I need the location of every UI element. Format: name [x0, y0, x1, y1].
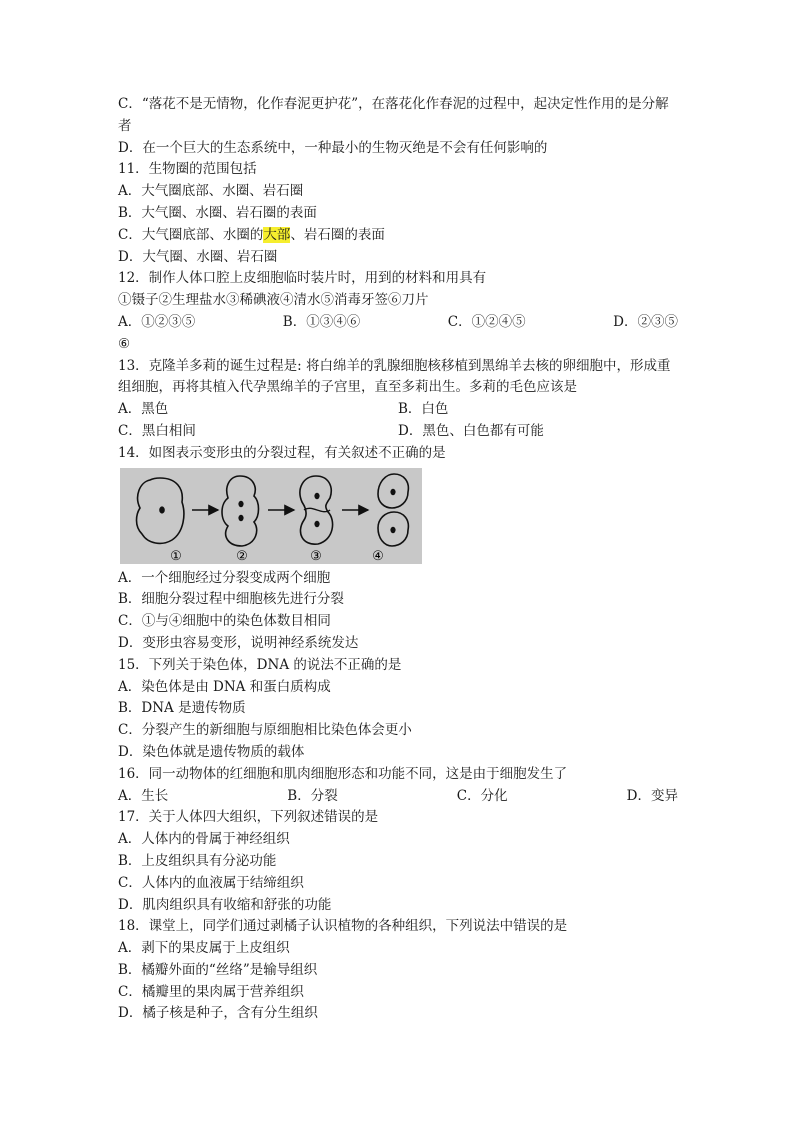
- nucleus: [314, 520, 319, 526]
- q12-option-b: B．①③④⑥: [282, 313, 361, 330]
- q12-stem: 12．制作人体口腔上皮细胞临时装片时，用到的材料和用具有: [118, 270, 487, 287]
- q13-options-row1: [118, 399, 678, 421]
- q12-option-d: D．②③⑤: [613, 313, 678, 330]
- q12-option-d-continued: ⑥: [118, 335, 131, 352]
- q18-option-a: A．剥下的果皮属于上皮组织: [118, 940, 290, 957]
- q16-stem: 16．同一动物体的红细胞和肌肉细胞形态和功能不同，这是由于细胞发生了: [118, 765, 568, 782]
- q11-option-d: D．大气圈、水圈、岩石圈: [118, 248, 278, 265]
- nucleus: [390, 526, 395, 532]
- stage-label-2: ②: [236, 548, 248, 564]
- q17-option-a: A．人体内的骨属于神经组织: [118, 831, 290, 848]
- q18-option-d: D．橘子核是种子，含有分生组织: [118, 1005, 318, 1022]
- nucleus: [159, 506, 165, 513]
- nucleus: [238, 514, 243, 520]
- amoeba-cell-stage-2: [222, 476, 259, 546]
- q17-stem: 17．关于人体四大组织，下列叙述错误的是: [118, 809, 379, 826]
- stage-label-1: ①: [170, 548, 182, 564]
- q13-stem: 13．克隆羊多莉的诞生过程是: 将白绵羊的乳腺细胞核移植到黑绵羊去核的卵细胞中，形成重组细胞，再将其植入代孕黑绵羊的子宫里，直至多莉出生。多莉的毛色应该是: [118, 357, 671, 396]
- q18-option-b: B．橘瓣外面的“丝络”是输导组织: [118, 961, 318, 978]
- stage-label-4: ④: [372, 548, 384, 564]
- q11-option-c-text: C．大气圈底部、水圈的: [118, 226, 264, 243]
- q16-option-b: B．分裂: [287, 787, 338, 804]
- q16-option-d: D．变异: [626, 787, 678, 804]
- q11-option-c: [118, 225, 678, 247]
- q13-option-b: B．白色: [398, 401, 449, 418]
- q15-option-c: C．分裂产生的新细胞与原细胞相比染色体会更小: [118, 722, 412, 739]
- q14-stem: 14．如图表示变形虫的分裂过程，有关叙述不正确的是: [118, 444, 446, 461]
- q14-option-d: D．变形虫容易变形，说明神经系统发达: [118, 634, 359, 651]
- highlighted-text: 大部: [263, 226, 291, 243]
- q13-option-a: A．黑色: [118, 401, 169, 418]
- q10-option-d: D．在一个巨大的生态系统中，一种最小的生物灭绝是不会有任何影响的: [118, 139, 548, 156]
- q15-stem: 15．下列关于染色体，DNA 的说法不正确的是: [118, 656, 402, 673]
- q15-option-d: D．染色体就是遗传物质的载体: [118, 743, 305, 760]
- q13-option-d: D．黑色、白色都有可能: [398, 422, 544, 439]
- q11-option-a: A．大气圈底部、水圈、岩石圈: [118, 183, 304, 200]
- q14-option-b: B．细胞分裂过程中细胞核先进行分裂: [118, 591, 344, 608]
- q13-options-row2: [118, 421, 678, 443]
- q15-option-a: A．染色体是由 DNA 和蛋白质构成: [118, 678, 331, 695]
- q11-option-c-text-end: 、岩石圈的表面: [290, 226, 385, 243]
- q12-option-c: C．①②④⑤: [447, 313, 526, 330]
- q16-option-c: C．分化: [456, 787, 508, 804]
- q12-option-a: A．①②③⑤: [118, 313, 196, 330]
- q14-option-a: A．一个细胞经过分裂变成两个细胞: [118, 569, 331, 586]
- q16-options: [118, 786, 678, 808]
- q17-option-b: B．上皮组织具有分泌功能: [118, 852, 277, 869]
- q15-option-b: B．DNA 是遗传物质: [118, 700, 246, 717]
- exam-page: [118, 94, 678, 1025]
- nucleus: [390, 488, 395, 494]
- q12-materials: ①镊子②生理盐水③稀碘液④清水⑤消毒牙签⑥刀片: [118, 292, 429, 309]
- q11-stem: 11．生物圈的范围包括: [118, 161, 257, 178]
- q16-option-a: A．生长: [118, 787, 169, 804]
- q13-option-c: C．黑白相间: [118, 422, 196, 439]
- q11-option-b: B．大气圈、水圈、岩石圈的表面: [118, 204, 317, 221]
- nucleus: [314, 492, 319, 498]
- nucleus: [238, 500, 243, 506]
- q14-option-c: C．①与④细胞中的染色体数目相同: [118, 613, 331, 630]
- q12-options: [118, 312, 678, 334]
- q17-option-c: C．人体内的血液属于结缔组织: [118, 874, 304, 891]
- q18-stem: 18．课堂上，同学们通过剥橘子认识植物的各种组织，下列说法中错误的是: [118, 918, 568, 935]
- amoeba-division-diagram: [120, 468, 422, 564]
- q17-option-d: D．肌肉组织具有收缩和舒张的功能: [118, 896, 332, 913]
- stage-label-3: ③: [310, 548, 322, 564]
- q10-option-c: C．“落花不是无情物，化作春泥更护花”，在落花化作春泥的过程中，起决定性作用的是分解者: [118, 96, 669, 134]
- amoeba-division-figure: [120, 468, 422, 564]
- q18-option-c: C．橘瓣里的果肉属于营养组织: [118, 983, 304, 1000]
